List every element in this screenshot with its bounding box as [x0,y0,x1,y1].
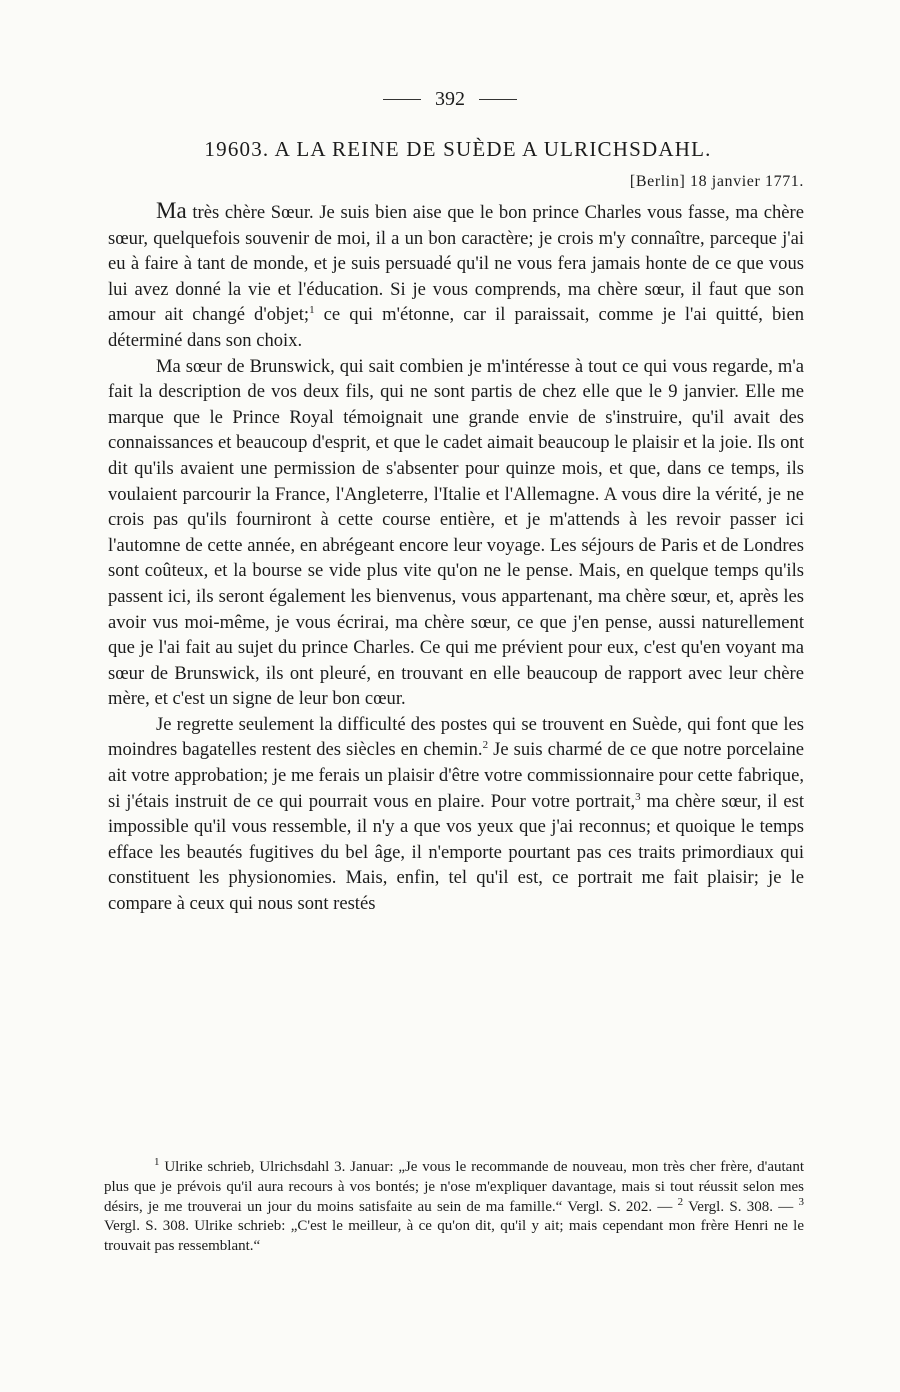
footnote-marker-1: 1 [154,1156,160,1168]
salutation-lead: Ma [156,198,187,223]
page-number: 392 [435,88,465,110]
paragraph-1-text-a: très chère Sœur. Je suis bien aise que le bon prince Charles vous fasse, ma chère sœur, quelquefois souvenir de moi, il a un bon caractère; je crois m'y connaître, parceque j'ai eu à faire à tant de monde, et je suis persuadé qu'il ne vous fera jamais honte de ce que vous lui avez donné la vie et l'éducation. Si je vous comprends, ma chère sœur, il faut que son amour ait changé d'objet; [108,202,804,326]
footnote-ref-1: 1 [309,304,315,317]
letter-dateline: [Berlin] 18 janvier 1771. [629,173,804,190]
paragraph-1 [108,198,804,354]
footnote-ref-2: 2 [482,739,489,752]
header-rule-left [383,99,421,100]
footnote-ref-3: 3 [635,790,641,803]
paragraph-3-text-a: Je regrette seulement la difficulté des postes qui se trouvent en Suède, qui font que les moindres bagatelles restent des siècles en chemin. [108,713,804,761]
footnotes [104,1158,804,1257]
paragraph-3-text-b: Je suis charmé de ce que notre porcelaine ait votre approbation; je me ferais un plaisir d'être votre commissionnaire pour cette fabrique, si j'étais instruit de ce qui pourrait vous en plaire. Pour votre portrait, [108,739,805,812]
header-rule-right [479,99,517,100]
footnote-text-a: Ulrike schrieb, Ulrichsdahl 3. Januar: „Je vous le recommande de nouveau, mon très cher frère, d'autant plus que je prévois qu'il aura recours à vos bontés; je n'ose m'expliquer davantage, mais si tout réussit selon mes désirs, je me trouverai un jour du moins satisfaite au sein de ma famille.“ Vergl. S. 202. — [104,1159,804,1215]
paragraph-3-text-c: ma chère sœur, il est impossible qu'il vous ressemble, il n'y a que vos yeux que j'ai reconnus; et quoique le temps efface les beautés fugitives du bel âge, il n'emporte pourtant pas ces traits primordiaux qui constituent les physionomies. Mais, enfin, tel qu'il est, ce portrait me fait plaisir; je le compare à ceux qui nous sont restés [108,790,804,915]
footnote-text-c: Vergl. S. 308. Ulrike schrieb: „C'est le meilleur, à ce qu'on dit, qu'il y ait; mais cependant mon frère Henri ne le trouvait pas ressemblant.“ [104,1218,804,1255]
paragraph-3 [108,712,804,917]
footnote-marker-2: 2 [677,1195,684,1208]
footnote-marker-3: 3 [798,1195,804,1208]
paragraph-1-text-b: ce qui m'étonne, car il paraissait, comme je l'ai quitté, bien déterminé dans son choix. [108,304,805,351]
footnote-block [104,1158,804,1257]
letter-title: 19603. A LA REINE DE SUÈDE A ULRICHSDAHL. [204,137,712,161]
page-header [0,88,900,111]
paragraph-2: Ma sœur de Brunswick, qui sait combien je m'intéresse à tout ce qui vous regarde, m'a fait la description de vos deux fils, qui ne sont partis de chez elle que le 9 janvier. Elle me marque que le Prince Royal témoignait une grande envie de s'instruire, qu'il avait des connaissances et beaucoup d'esprit, et que le cadet aimait beaucoup le plaisir et la joie. Ils ont dit qu'ils avaient une permission de s'absenter pour quinze mois, et que, dans ce temps, ils voulaient parcourir la France, l'Angleterre, l'Italie et l'Allemagne. A vous dire la vérité, je ne crois pas qu'ils fourniront à cette course entière, et je m'attends à les revoir passer ici l'automne de cette année, en abrégeant encore leur voyage. Les séjours de Paris et de Londres sont coûteux, et la bourse se vide plus vite qu'on ne le pense. Mais, en quelque temps qu'ils passent ici, ils seront également les bienvenus, vous appartenant, ma chère sœur, et, après les avoir vus moi-même, je vous écrirai, ma chère sœur, ce que j'en pense, aussi naturellement que je l'ai fait au sujet du prince Charles. Ce qui me prévient pour eux, c'est qu'en voyant ma sœur de Brunswick, ils ont pleuré, en trouvant en elle beaucoup de rapport avec leur chère mère, et c'est un signe de leur bon cœur. [108,355,804,710]
footnote-text-b: Vergl. S. 308. — [683,1198,799,1215]
letter-body [108,198,804,917]
